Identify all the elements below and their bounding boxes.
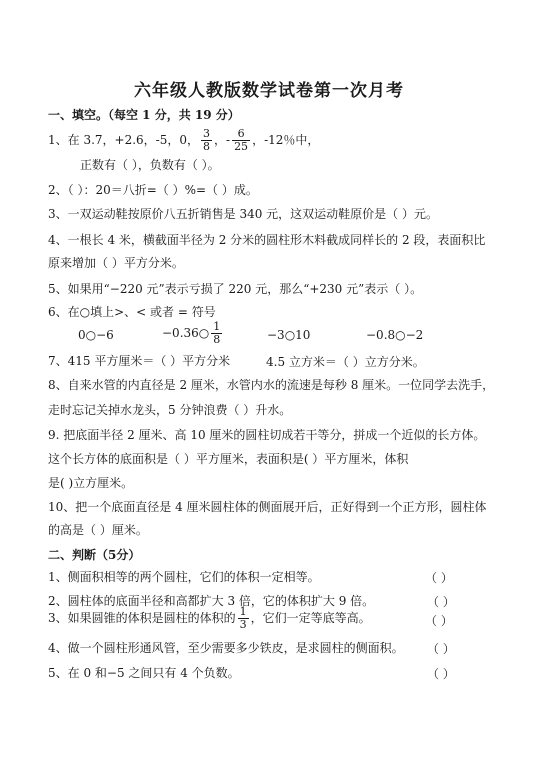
exam-title: 六年级人教版数学试卷第一次月考 <box>134 81 404 101</box>
question-10-line-2: 的高是（ ）厘米。 <box>48 523 148 537</box>
judge-2-answer-paren: （ ） <box>427 595 455 609</box>
question-9-line-3: 是( )立方厘米。 <box>48 476 134 490</box>
question-7-b: 4.5 立方米＝（ ）立方分米。 <box>266 355 425 369</box>
question-3: 3、一双运动鞋按原价八五折销售是 340 元，这双运动鞋原价是（ ）元。 <box>48 207 438 221</box>
q1-tail: ，-12％中， <box>252 133 320 147</box>
question-6-a: 0○−6 <box>78 328 114 342</box>
question-9-line-2: 这个长方体的底面积是（ ）平方厘米，表面积是( ）平方厘米，体积 <box>48 452 409 466</box>
question-6-d: −0.8○−2 <box>366 328 424 342</box>
q6-fraction: $\frac{1}{8}$ <box>213 320 221 346</box>
question-8-line-1: 8、自来水管的内直径是 2 厘米，水管内水的流速是每秒 8 厘米。一位同学去洗手， <box>48 378 495 392</box>
judge-5: 5、在 0 和−5 之间只有 4 个负数。 <box>48 666 240 680</box>
question-1 <box>48 128 319 153</box>
q1-fraction-1: $\frac{3}{8}$ <box>203 127 210 153</box>
question-7-a: 7、415 平方厘米＝（ ）平方分米 <box>48 354 231 368</box>
question-8-line-2: 走时忘记关掉水龙头，5 分钟浪费（ ）升水。 <box>48 403 292 417</box>
question-10-line-1: 10、把一个底面直径是 4 厘米圆柱体的侧面展开后，正好得到一个正方形，圆柱体 <box>48 500 487 514</box>
question-6-b: −0.36○ $\frac{1}{8}$ <box>162 320 221 346</box>
judge-3-fraction: $\frac{1}{3}$ <box>239 605 247 631</box>
question-4-line-2: 原来增加（ ）平方分米。 <box>48 256 184 270</box>
question-6-c: −3○10 <box>267 328 311 342</box>
judge-5-answer-paren: （ ） <box>427 667 455 681</box>
question-1-line-2: 正数有（ ），负数有（ ）。 <box>80 158 220 172</box>
question-6-line-1: 6、在○填上>、< 或者 = 符号 <box>48 305 216 319</box>
judge-4-answer-paren: （ ） <box>427 642 455 656</box>
judge-4: 4、做一个圆柱形通风管，至少需要多少铁皮，是求圆柱的侧面积。 <box>48 641 404 655</box>
question-4-line-1: 4、一根长 4 米，横截面半径为 2 分米的圆柱形木料截成同样长的 2 段，表面积比 <box>48 233 486 247</box>
judge-1-answer-paren: （ ） <box>425 571 453 585</box>
judge-1: 1、侧面积相等的两个圆柱，它们的体积一定相等。 <box>48 570 320 584</box>
section-2-heading: 二、判断（5分） <box>48 548 141 562</box>
q1-separator: ，- <box>214 133 231 147</box>
q1-lead: 1、在 3.7，+2.6，-5，0， <box>48 133 199 147</box>
judge-3-answer-paren: （ ） <box>425 614 453 628</box>
judge-3: 3、如果圆锥的体积是圆柱的体积的 $\frac{1}{3}$ ，它们一定等底等高。 <box>48 605 371 631</box>
q1-fraction-2: $\frac{6}{25}$ <box>234 127 249 153</box>
question-5: 5、如果用“−220 元”表示亏损了 220 元，那么“+230 元”表示（ ）。 <box>48 282 423 296</box>
question-2: 2、（ ）：20＝八折=（ ）%=（ ）成。 <box>48 183 258 197</box>
section-1-heading: 一、填空。（每空 1 分，共 19 分） <box>48 108 240 122</box>
question-9-line-1: 9. 把底面半径 2 厘米、高 10 厘米的圆柱切成若干等分，拼成一个近似的长方体。 <box>48 428 486 442</box>
judge-2: 2、圆柱体的底面半径和高都扩大 3 倍，它的体积扩大 9 倍。 <box>48 594 375 608</box>
